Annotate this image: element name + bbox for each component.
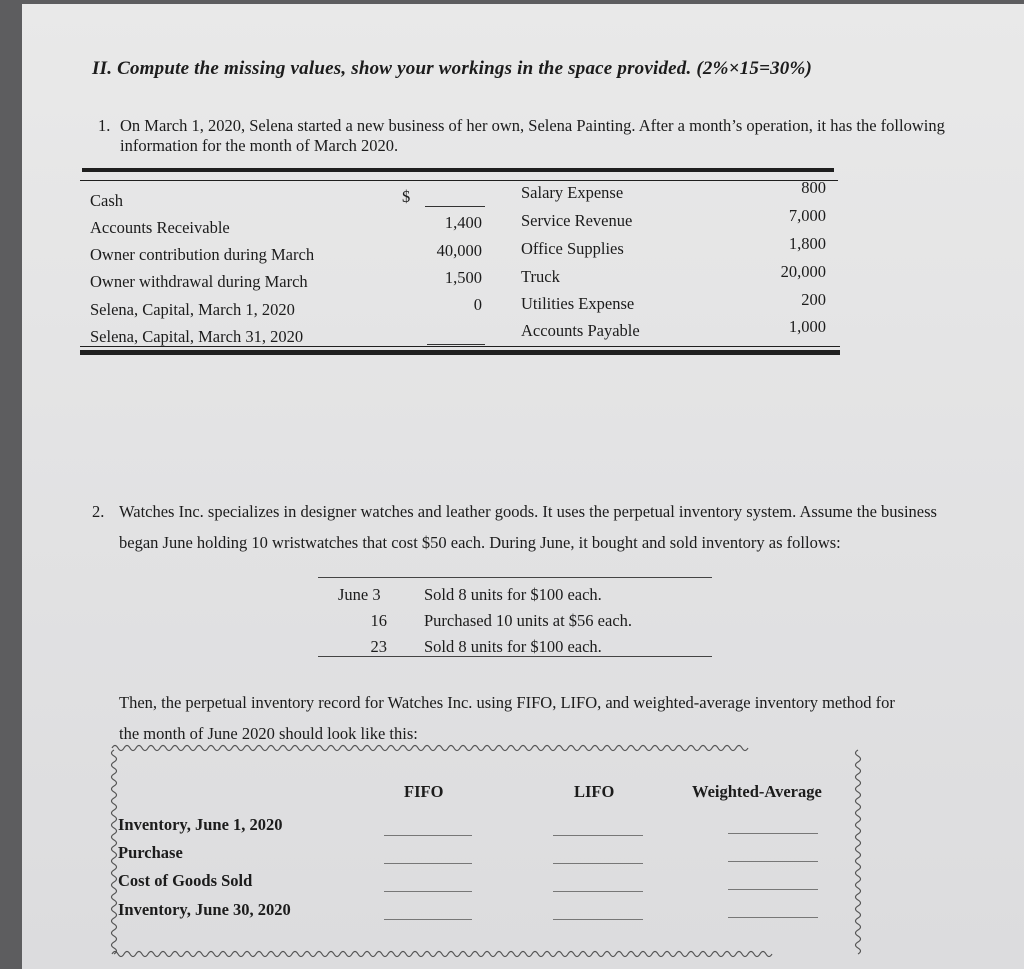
salary-expense-value: 800 — [801, 178, 826, 197]
fifo-answer-blank — [384, 919, 472, 920]
transaction-description: Sold 8 units for $100 each. — [424, 585, 602, 604]
table-footer-rule-thick — [80, 350, 840, 355]
cash-dollar-sign: $ — [402, 187, 411, 206]
capital-march-31-label: Selena, Capital, March 31, 2020 — [90, 327, 304, 346]
fifo-answer-blank — [384, 891, 472, 892]
column-header-weighted-average: Weighted-Average — [692, 782, 822, 801]
cash-label: Cash — [90, 191, 123, 210]
capital-march-1-label: Selena, Capital, March 1, 2020 — [90, 300, 295, 319]
capital-march-1-value: 0 — [473, 295, 482, 314]
row-label-cost-of-goods-sold: Cost of Goods Sold — [118, 871, 253, 890]
weighted-average-answer-blank — [728, 861, 818, 862]
capital-march-31-answer-blank — [427, 344, 485, 345]
office-supplies-value: 1,800 — [788, 234, 826, 253]
row-label-inventory-june-1: Inventory, June 1, 2020 — [118, 815, 283, 834]
question-1-number: 1. — [98, 116, 111, 135]
transaction-description: Purchased 10 units at $56 each. — [424, 611, 633, 630]
row-label-purchase: Purchase — [118, 843, 183, 862]
wavy-answer-frame — [106, 740, 866, 965]
inventory-instruction: Then, the perpetual inventory record for Watches Inc. using FIFO, LIFO, and weighted-average inventory method for the month of June 2020 should look like this: — [119, 693, 895, 743]
transactions-top-rule — [318, 577, 712, 578]
question-2-text: Watches Inc. specializes in designer watches and leather goods. It uses the perpetual inventory system. Assume the business began June holding 10 wristwatches that cost $50 each. During June, it bought and sold inventory as follows: — [119, 502, 937, 552]
accounts-payable-label: Accounts Payable — [521, 321, 640, 340]
owner-withdrawal-value: 1,500 — [444, 268, 482, 287]
wavy-frame-bottom — [112, 952, 772, 957]
question-1-text: On March 1, 2020, Selena started a new business of her own, Selena Painting. After a month’s operation, it has the following information for the month of March 2020. — [120, 116, 945, 155]
accounts-receivable-label: Accounts Receivable — [90, 218, 230, 237]
truck-label: Truck — [521, 267, 560, 286]
section-heading: II. Compute the missing values, show your workings in the space provided. (2%×15=30%) — [92, 58, 813, 79]
table-footer-rule-thin — [80, 346, 840, 347]
row-label-inventory-june-30: Inventory, June 30, 2020 — [118, 900, 291, 919]
lifo-answer-blank — [553, 891, 643, 892]
lifo-answer-blank — [553, 919, 643, 920]
owner-contribution-value: 40,000 — [436, 241, 482, 260]
wavy-frame-left — [112, 750, 117, 954]
transaction-description: Sold 8 units for $100 each. — [424, 637, 602, 656]
service-revenue-value: 7,000 — [788, 206, 826, 225]
salary-expense-label: Salary Expense — [521, 183, 624, 202]
column-header-fifo: FIFO — [404, 782, 444, 801]
truck-value: 20,000 — [780, 262, 826, 281]
transaction-date: 23 — [370, 637, 387, 656]
transactions-bottom-rule — [318, 656, 712, 657]
fifo-answer-blank — [384, 835, 472, 836]
lifo-answer-blank — [553, 863, 643, 864]
column-header-lifo: LIFO — [574, 782, 615, 801]
service-revenue-label: Service Revenue — [521, 211, 633, 230]
question-2-number: 2. — [92, 502, 105, 521]
accounts-receivable-value: 1,400 — [444, 213, 482, 232]
office-supplies-label: Office Supplies — [521, 239, 624, 258]
table-top-rule — [82, 168, 834, 172]
table-header-rule — [80, 180, 838, 181]
wavy-frame-right — [856, 750, 861, 954]
owner-withdrawal-label: Owner withdrawal during March — [90, 272, 308, 291]
wavy-frame-top — [112, 746, 748, 751]
lifo-answer-blank — [553, 835, 643, 836]
cash-answer-blank — [425, 206, 485, 207]
weighted-average-answer-blank — [728, 889, 818, 890]
accounts-payable-value: 1,000 — [788, 317, 826, 336]
weighted-average-answer-blank — [728, 833, 818, 834]
transaction-date: June 3 — [338, 585, 381, 604]
weighted-average-answer-blank — [728, 917, 818, 918]
fifo-answer-blank — [384, 863, 472, 864]
transaction-date: 16 — [370, 611, 387, 630]
utilities-expense-value: 200 — [801, 290, 826, 309]
utilities-expense-label: Utilities Expense — [521, 294, 635, 313]
owner-contribution-label: Owner contribution during March — [90, 245, 315, 264]
